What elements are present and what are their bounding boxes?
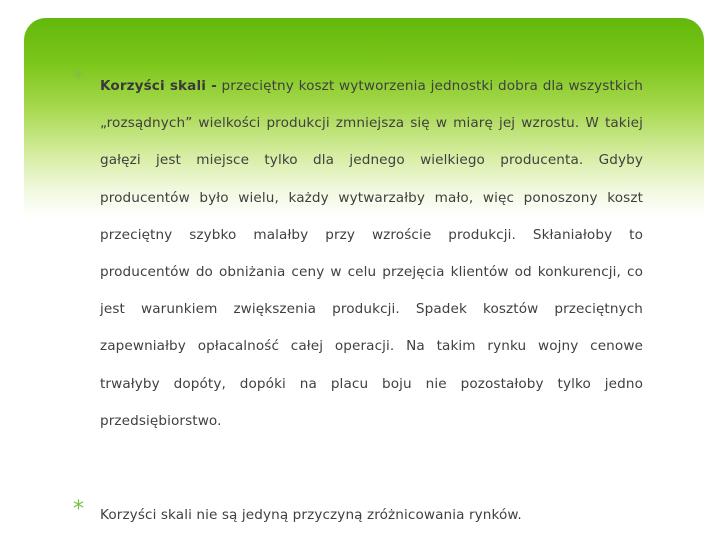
bullet-lead-term: Korzyści skali - (100, 78, 217, 94)
bullet-paragraph (100, 68, 643, 440)
asterisk-bullet-icon: * (73, 497, 84, 522)
bullet-text: przeciętny koszt wytworzenia jednostki dobra dla wszystkich „rozsądnych” wielkości produkcji zmniejsza się w miarę jej wzrostu. W takiej gałęzi jest miejsce tylko dla jednego wielkiego producenta. Gdyby producentów było wielu, każdy wytwarzałby mało, więc ponoszony koszt przeciętny szybko malałby przy wzroście produkcji. Skłaniałoby to producentów do obniżania ceny w celu przejęcia klientów od konkurencji, co jest warunkiem zwiększenia produkcji. Spadek kosztów przeciętnych zapewniałby opłacalność całej operacji. Na takim rynku wojny cenowe trwałyby dopóty, dopóki na placu boju nie pozostałoby tylko jedno przedsiębiorstwo. (100, 78, 643, 429)
bullet-text: Korzyści skali nie są jedyną przyczyną zróżnicowania rynków. (100, 507, 522, 523)
asterisk-bullet-icon: * (73, 67, 84, 92)
bullet-paragraph (100, 497, 643, 534)
